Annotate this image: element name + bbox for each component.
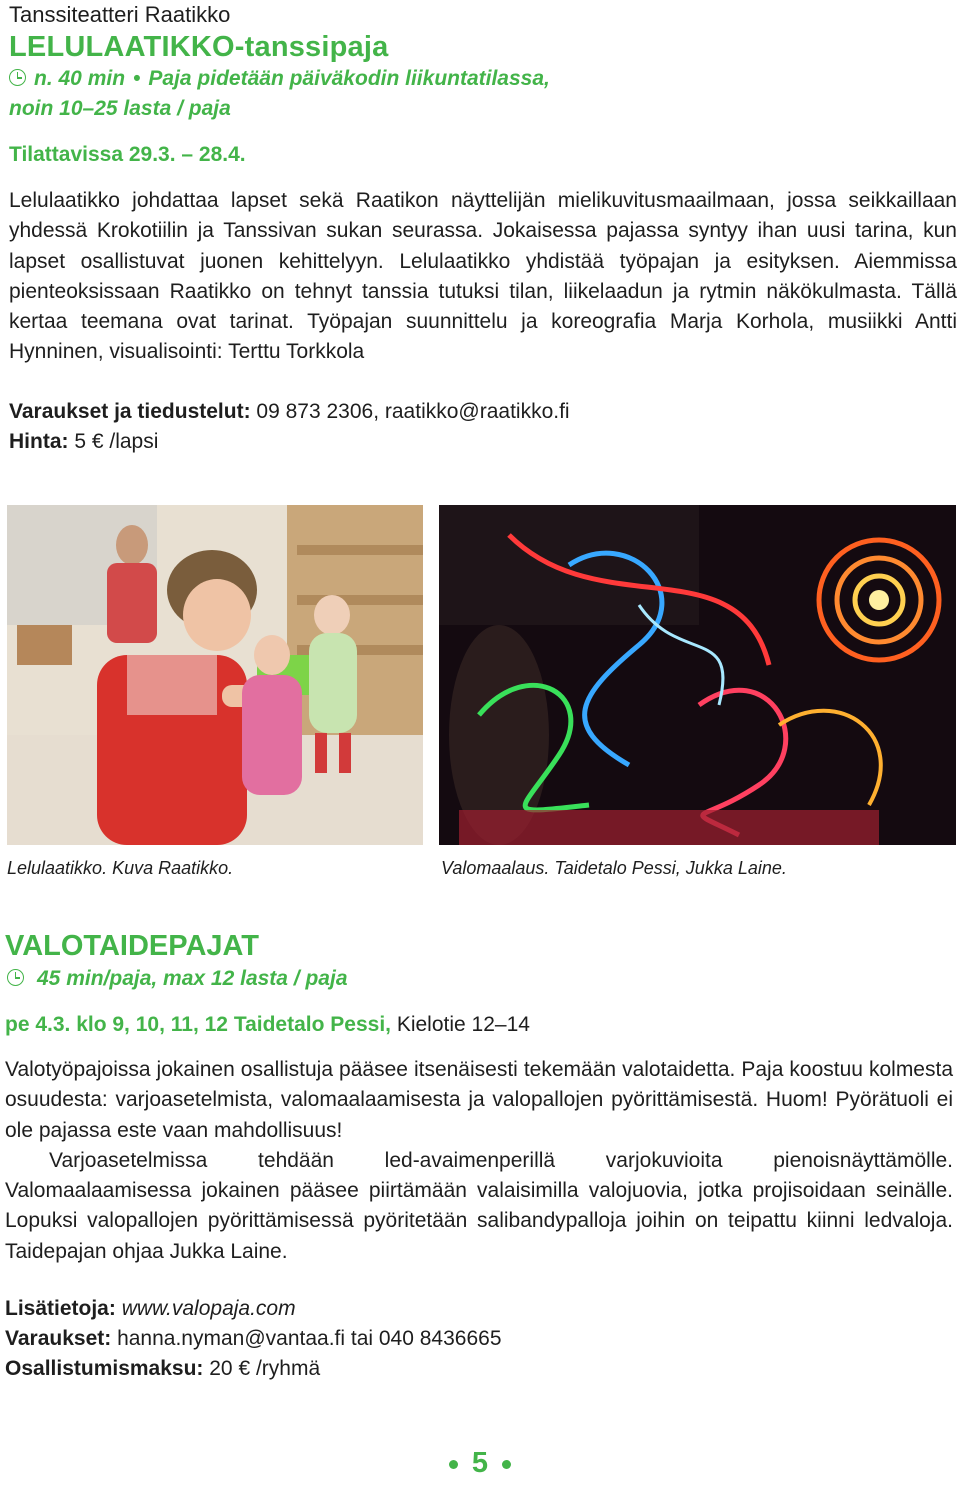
- valotaide-description: [5, 1055, 953, 1267]
- price-label: Hinta:: [9, 430, 69, 453]
- price-value: 5 € /lapsi: [68, 430, 159, 453]
- valotaide-booking-value: hanna.nyman@vantaa.fi tai 040 8436665: [111, 1327, 502, 1350]
- bullet-separator: •: [133, 67, 141, 90]
- dot-decoration: [502, 1460, 511, 1469]
- booking-value: 09 873 2306, raatikko@raatikko.fi: [250, 400, 570, 423]
- booking-label: Varaukset ja tiedustelut:: [9, 400, 251, 423]
- valotaide-paragraph-2: Varjoasetelmissa tehdään led-avaimenperillä varjokuvioita pienoisnäyttämölle. Valomaalaamisessa jokainen pääsee piirtämään valaisimilla valojuovia, jotka projisoidaan seinälle. Lopuksi valopallojen pyörittämisessä pyöritetään salibandypalloja joihin on teipattu kiinni ledvaloja. Taidepajan ohjaa Jukka Laine.: [5, 1148, 953, 1263]
- valotaide-booking: [5, 1324, 502, 1354]
- photo-lelulaatikko: [7, 505, 423, 845]
- price-info: [9, 427, 158, 457]
- dance-workshop-illustration: [7, 505, 423, 845]
- location-text: Paja pidetään päiväkodin liikuntatilassa,: [148, 67, 550, 90]
- valotaide-duration: 45 min/paja, max 12 lasta / paja: [37, 967, 348, 990]
- organizer-name: Tanssiteatteri Raatikko: [9, 2, 231, 27]
- schedule-when: pe 4.3. klo 9, 10, 11, 12 Taidetalo Pessi,: [5, 1013, 391, 1036]
- more-info: [5, 1294, 296, 1324]
- description-paragraph: Lelulaatikko johdattaa lapset sekä Raatikon näyttelijän mielikuvitusmaailmaan, jossa seikkaillaan yhdessä Krokotiilin ja Tanssivan sukan seurassa. Jokaisessa pajassa syntyy ihan uusi tarina, kun lapset osallistuvat juonen kehittelyyn. Lelulaatikko yhdistää työpajan ja esityksen. Aiemmissa pienteoksissaan Raatikko on tehnyt tanssia tutuksi tilan, liikelaadun ja rytmin näkökulmasta. Tällä kertaa teemana ovat tarinat. Työpajan suunnittelu ja koreografia Marja Korhola, musiikki Antti Hynninen, visualisointi: Terttu Torkkola: [9, 189, 957, 364]
- more-info-label: Lisätietoja:: [5, 1297, 116, 1320]
- booking-info: [9, 397, 570, 427]
- more-info-link[interactable]: www.valopaja.com: [115, 1297, 296, 1320]
- photo-caption-right: Valomaalaus. Taidetalo Pessi, Jukka Laine.: [441, 858, 787, 878]
- duration-text: n. 40 min: [34, 67, 126, 90]
- valotaide-meta-line: [7, 964, 348, 994]
- booking-period: Tilattavissa 29.3. – 28.4.: [9, 143, 246, 166]
- participation-fee: [5, 1354, 320, 1384]
- fee-label: Osallistumismaksu:: [5, 1357, 204, 1380]
- dot-decoration: [449, 1460, 458, 1469]
- photo-caption-left: Lelulaatikko. Kuva Raatikko.: [7, 858, 234, 878]
- light-painting-illustration: [439, 505, 956, 845]
- group-size-text: noin 10–25 lasta / paja: [9, 97, 231, 120]
- valotaide-booking-label: Varaukset:: [5, 1327, 112, 1350]
- clock-icon: [9, 69, 26, 86]
- page-number-text: 5: [471, 1447, 489, 1479]
- section-title-lelulaatikko: LELULAATIKKO-tanssipaja: [9, 31, 389, 63]
- workshop-meta-line: [9, 64, 550, 94]
- page-number: [430, 1446, 530, 1480]
- photo-valomaalaus: [439, 505, 956, 845]
- valotaide-paragraph-1: Valotyöpajoissa jokainen osallistuja pääsee itsenäisesti tekemään valotaidetta. Paja koostuu kolmesta osuudesta: varjoasetelmista, valomaalaamisesta ja valopallojen pyörittämisestä. Huom! Pyörätuoli ei ole pajassa este vaan mahdollisuus!: [5, 1058, 953, 1142]
- lelulaatikko-description: [9, 186, 957, 368]
- clock-icon: [7, 969, 24, 986]
- fee-value: 20 € /ryhmä: [203, 1357, 321, 1380]
- schedule-where: Kielotie 12–14: [391, 1013, 530, 1036]
- section-title-valotaidepajat: VALOTAIDEPAJAT: [5, 930, 260, 962]
- valotaide-schedule: [5, 1010, 530, 1040]
